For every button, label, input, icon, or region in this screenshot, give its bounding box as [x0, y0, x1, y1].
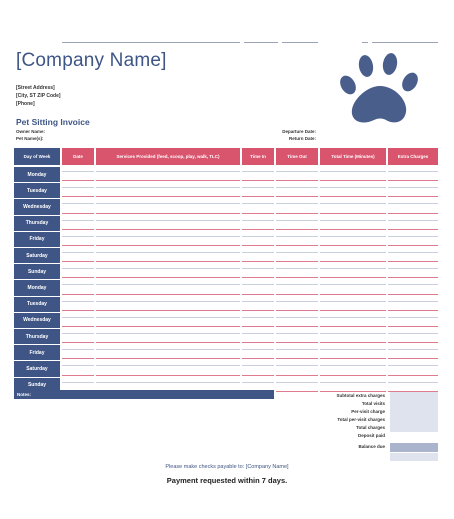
row-divider	[388, 326, 438, 327]
summary-label: Deposit paid	[357, 433, 385, 438]
summary-label: Total visits	[361, 401, 385, 406]
header-services: Services Provided (feed, scoop, play, walk, TLC)	[96, 148, 240, 165]
entry-cell-rule[interactable]	[242, 301, 274, 302]
entry-cell-rule[interactable]	[388, 284, 438, 285]
row-divider	[276, 326, 318, 327]
row-divider	[62, 358, 94, 359]
entry-cell-rule[interactable]	[320, 236, 386, 237]
row-divider	[96, 261, 240, 262]
day-label: Monday	[14, 280, 60, 295]
entry-cell-rule[interactable]	[96, 365, 240, 366]
row-divider	[388, 180, 438, 181]
row-divider	[62, 245, 94, 246]
city-state-zip: [City, ST ZIP Code]	[16, 93, 61, 99]
entry-cell-rule[interactable]	[96, 236, 240, 237]
header-date: Date	[62, 148, 94, 165]
entry-cell-rule[interactable]	[96, 317, 240, 318]
row-divider	[276, 310, 318, 311]
row-divider	[276, 342, 318, 343]
row-divider	[276, 213, 318, 214]
entry-cell-rule[interactable]	[388, 220, 438, 221]
row-divider	[320, 261, 386, 262]
day-label: Sunday	[14, 264, 60, 279]
day-label: Monday	[14, 167, 60, 182]
street-address: [Street Address]	[16, 85, 55, 91]
summary-label: Total charges	[356, 425, 385, 430]
entry-cell-rule[interactable]	[62, 252, 94, 253]
day-label: Friday	[14, 232, 60, 247]
entry-cell-rule[interactable]	[242, 187, 274, 188]
entry-cell-rule[interactable]	[388, 252, 438, 253]
row-divider	[96, 196, 240, 197]
entry-cell-rule[interactable]	[276, 284, 318, 285]
entry-cell-rule[interactable]	[276, 236, 318, 237]
day-label: Tuesday	[14, 183, 60, 198]
header-time-out: Time Out	[276, 148, 318, 165]
row-divider	[62, 375, 94, 376]
row-divider	[96, 277, 240, 278]
entry-cell-rule[interactable]	[320, 187, 386, 188]
row-divider	[62, 310, 94, 311]
day-label: Thursday	[14, 329, 60, 344]
entry-cell-rule[interactable]	[276, 365, 318, 366]
entry-cell-rule[interactable]	[96, 187, 240, 188]
entry-cell-rule[interactable]	[242, 317, 274, 318]
entry-cell-rule[interactable]	[242, 382, 274, 383]
entry-cell-rule[interactable]	[320, 301, 386, 302]
company-address	[16, 84, 61, 108]
entry-cell-rule[interactable]	[320, 333, 386, 334]
summary-label: Subtotal extra charges	[336, 393, 385, 398]
entry-cell-rule[interactable]	[320, 220, 386, 221]
summary-value-field[interactable]	[390, 416, 438, 424]
entry-cell-rule[interactable]	[388, 187, 438, 188]
day-label: Tuesday	[14, 297, 60, 312]
entry-cell-rule[interactable]	[62, 317, 94, 318]
summary-label: Total per-visit charges	[337, 417, 385, 422]
row-divider	[62, 180, 94, 181]
entry-cell-rule[interactable]	[276, 203, 318, 204]
entry-cell-rule[interactable]	[276, 301, 318, 302]
row-divider	[388, 358, 438, 359]
entry-cell-rule[interactable]	[388, 365, 438, 366]
row-divider	[62, 261, 94, 262]
entry-cell-rule[interactable]	[62, 187, 94, 188]
entry-cell-rule[interactable]	[276, 187, 318, 188]
row-divider	[242, 196, 274, 197]
row-divider	[96, 375, 240, 376]
entry-cell-rule[interactable]	[96, 220, 240, 221]
entry-cell-rule[interactable]	[320, 252, 386, 253]
row-divider	[242, 277, 274, 278]
row-divider	[276, 196, 318, 197]
row-divider	[276, 375, 318, 376]
entry-cell-rule[interactable]	[276, 382, 318, 383]
summary-label: Balance due	[358, 444, 385, 449]
entry-cell-rule[interactable]	[242, 220, 274, 221]
entry-cell-rule[interactable]	[276, 252, 318, 253]
entry-cell-rule[interactable]	[242, 333, 274, 334]
entry-cell-rule[interactable]	[242, 349, 274, 350]
row-divider	[276, 294, 318, 295]
row-divider	[242, 375, 274, 376]
entry-cell-rule[interactable]	[276, 317, 318, 318]
entry-cell-rule[interactable]	[276, 171, 318, 172]
row-divider	[242, 180, 274, 181]
row-divider	[242, 342, 274, 343]
entry-cell-rule[interactable]	[242, 236, 274, 237]
header-total-time: Total Time (Minutes)	[320, 148, 386, 165]
entry-cell-rule[interactable]	[388, 203, 438, 204]
entry-cell-rule[interactable]	[62, 220, 94, 221]
payment-terms: Payment requested within 7 days.	[166, 476, 288, 485]
entry-cell-rule[interactable]	[388, 317, 438, 318]
entry-cell-rule[interactable]	[388, 236, 438, 237]
entry-cell-rule[interactable]	[276, 268, 318, 269]
entry-cell-rule[interactable]	[62, 203, 94, 204]
row-divider	[62, 229, 94, 230]
row-divider	[320, 375, 386, 376]
header-rules	[62, 42, 438, 44]
entry-cell-rule[interactable]	[276, 333, 318, 334]
row-divider	[96, 358, 240, 359]
summary-value-field[interactable]	[390, 424, 438, 432]
entry-cell-rule[interactable]	[242, 171, 274, 172]
entry-cell-rule[interactable]	[96, 333, 240, 334]
entry-cell-rule[interactable]	[242, 365, 274, 366]
notes-bar[interactable]: Notes:	[14, 390, 274, 399]
entry-cell-rule[interactable]	[388, 333, 438, 334]
entry-cell-rule[interactable]	[320, 317, 386, 318]
row-divider	[96, 213, 240, 214]
row-divider	[320, 294, 386, 295]
entry-cell-rule[interactable]	[388, 268, 438, 269]
entry-cell-rule[interactable]	[320, 268, 386, 269]
entry-cell-rule[interactable]	[242, 252, 274, 253]
row-divider	[320, 229, 386, 230]
row-divider	[388, 229, 438, 230]
row-divider	[388, 213, 438, 214]
row-divider	[96, 245, 240, 246]
row-divider	[276, 277, 318, 278]
entry-cell-rule[interactable]	[320, 365, 386, 366]
entry-cell-rule[interactable]	[320, 349, 386, 350]
row-divider	[242, 326, 274, 327]
row-divider	[388, 294, 438, 295]
row-divider	[388, 277, 438, 278]
entry-cell-rule[interactable]	[320, 284, 386, 285]
row-divider	[276, 229, 318, 230]
summary-value-field[interactable]	[390, 392, 438, 400]
row-divider	[388, 245, 438, 246]
header-time-in: Time In	[242, 148, 274, 165]
entry-cell-rule[interactable]	[62, 382, 94, 383]
row-divider	[320, 358, 386, 359]
entry-cell-rule[interactable]	[320, 382, 386, 383]
row-divider	[242, 229, 274, 230]
row-divider	[242, 294, 274, 295]
row-divider	[242, 261, 274, 262]
row-divider	[62, 326, 94, 327]
summary-value-field[interactable]	[390, 408, 438, 416]
entry-cell-rule[interactable]	[62, 365, 94, 366]
row-divider	[62, 213, 94, 214]
owner-name-label: Owner Name:	[16, 129, 46, 134]
row-divider	[242, 310, 274, 311]
entry-cell-rule[interactable]	[242, 268, 274, 269]
entry-cell-rule[interactable]	[62, 268, 94, 269]
row-divider	[242, 213, 274, 214]
row-divider	[96, 342, 240, 343]
entry-cell-rule[interactable]	[96, 203, 240, 204]
row-divider	[320, 326, 386, 327]
day-label: Wednesday	[14, 313, 60, 328]
row-divider	[96, 294, 240, 295]
day-label: Thursday	[14, 216, 60, 231]
row-divider	[320, 342, 386, 343]
header-day-of-week: Day of Week	[14, 148, 60, 165]
entry-cell-rule[interactable]	[242, 284, 274, 285]
summary-value-field[interactable]	[390, 453, 438, 461]
return-date-label: Return Date:	[288, 136, 316, 141]
entry-cell-rule[interactable]	[96, 252, 240, 253]
summary-label: Per-visit charge	[351, 409, 385, 414]
row-divider	[320, 180, 386, 181]
company-name: [Company Name]	[16, 50, 167, 71]
entry-cell-rule[interactable]	[388, 171, 438, 172]
row-divider	[276, 245, 318, 246]
row-divider	[276, 358, 318, 359]
row-divider	[320, 213, 386, 214]
row-divider	[320, 245, 386, 246]
entry-cell-rule[interactable]	[96, 268, 240, 269]
day-label: Wednesday	[14, 199, 60, 214]
row-divider	[96, 229, 240, 230]
checks-payable-note: Please make checks payable to: [Company Name]	[165, 464, 289, 470]
row-divider	[242, 358, 274, 359]
entry-cell-rule[interactable]	[320, 171, 386, 172]
row-divider	[96, 180, 240, 181]
row-divider	[388, 196, 438, 197]
entry-cell-rule[interactable]	[96, 382, 240, 383]
pet-name-label: Pet Name(s):	[16, 136, 44, 141]
entry-cell-rule[interactable]	[96, 284, 240, 285]
row-divider	[96, 326, 240, 327]
day-label: Friday	[14, 345, 60, 360]
row-divider	[276, 180, 318, 181]
entry-cell-rule[interactable]	[388, 382, 438, 383]
row-divider	[96, 310, 240, 311]
row-divider	[62, 196, 94, 197]
entry-cell-rule[interactable]	[388, 349, 438, 350]
entry-cell-rule[interactable]	[62, 284, 94, 285]
entry-cell-rule[interactable]	[62, 171, 94, 172]
entry-cell-rule[interactable]	[276, 220, 318, 221]
date-labels	[272, 128, 316, 142]
summary-value-field[interactable]	[390, 400, 438, 408]
owner-pet-labels	[16, 128, 45, 142]
entry-cell-rule[interactable]	[96, 349, 240, 350]
entry-cell-rule[interactable]	[96, 301, 240, 302]
row-divider	[242, 245, 274, 246]
row-divider	[320, 310, 386, 311]
paw-print-icon	[336, 52, 424, 134]
day-label: Saturday	[14, 361, 60, 376]
row-divider	[320, 277, 386, 278]
row-divider	[276, 261, 318, 262]
entry-cell-rule[interactable]	[96, 171, 240, 172]
row-divider	[388, 310, 438, 311]
departure-date-label: Departure Date:	[282, 129, 316, 134]
entry-cell-rule[interactable]	[242, 203, 274, 204]
entry-cell-rule[interactable]	[276, 349, 318, 350]
phone: [Phone]	[16, 101, 35, 107]
row-divider	[388, 342, 438, 343]
entry-cell-rule[interactable]	[320, 203, 386, 204]
row-divider	[320, 196, 386, 197]
day-label: Sunday	[14, 378, 60, 393]
row-divider	[62, 277, 94, 278]
row-divider	[62, 342, 94, 343]
entry-cell-rule[interactable]	[62, 333, 94, 334]
row-divider	[62, 294, 94, 295]
row-divider	[388, 375, 438, 376]
entry-cell-rule[interactable]	[388, 301, 438, 302]
header-extra-charges: Extra Charges	[388, 148, 438, 165]
entry-cell-rule[interactable]	[62, 301, 94, 302]
day-label: Saturday	[14, 248, 60, 263]
entry-cell-rule[interactable]	[62, 349, 94, 350]
entry-cell-rule[interactable]	[62, 236, 94, 237]
summary-value-field[interactable]	[390, 443, 438, 452]
invoice-title: Pet Sitting Invoice	[16, 117, 90, 127]
row-divider	[388, 261, 438, 262]
